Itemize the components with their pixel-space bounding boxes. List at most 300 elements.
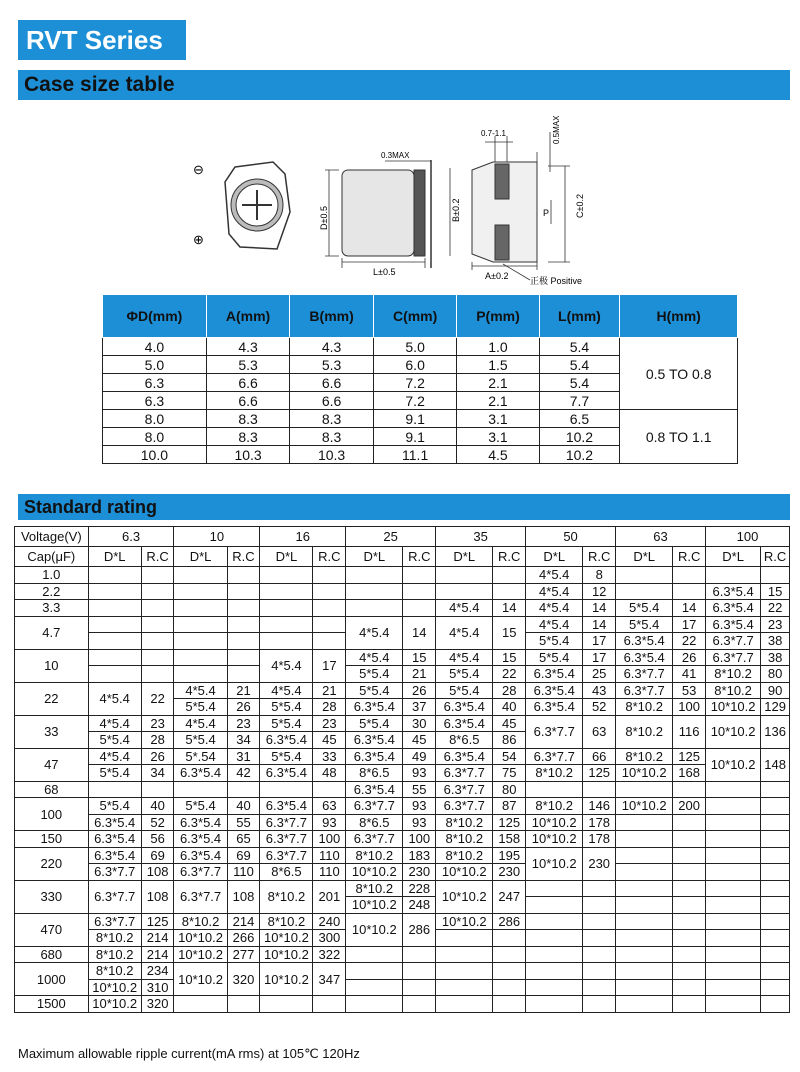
empty-cell	[346, 963, 403, 980]
empty-cell	[761, 963, 790, 980]
rc-cell: 22	[673, 633, 706, 650]
empty-cell	[436, 930, 493, 947]
rc-cell: 26	[403, 682, 436, 699]
empty-cell	[673, 963, 706, 980]
empty-cell	[493, 979, 526, 996]
rating-row	[15, 814, 790, 831]
rc-cell: 41	[673, 666, 706, 683]
empty-cell	[616, 567, 673, 584]
empty-cell	[616, 930, 673, 947]
empty-cell	[616, 831, 673, 848]
rc-cell: 14	[583, 600, 616, 617]
rc-cell: 80	[493, 781, 526, 798]
ripple-footnote: Maximum allowable ripple current(mA rms) at 105℃ 120Hz	[18, 1046, 360, 1061]
rc-cell: 148	[761, 748, 790, 781]
cap-cell: 33	[15, 715, 89, 748]
dl-cell: 4*5.4	[526, 567, 583, 584]
minus-symbol: ⊖	[193, 162, 204, 177]
case-cell: 8.3	[290, 410, 374, 428]
rc-cell: 22	[493, 666, 526, 683]
rating-row	[15, 666, 790, 683]
empty-cell	[706, 798, 761, 815]
dl-cell: 4*5.4	[174, 682, 227, 699]
rc-cell: 110	[313, 864, 346, 881]
dl-cell: 10*10.2	[88, 996, 141, 1013]
empty-cell	[616, 847, 673, 864]
dl-cell: 6.3*5.4	[436, 699, 493, 716]
rc-cell: 49	[403, 748, 436, 765]
empty-cell	[526, 913, 583, 930]
dl-cell: 6.3*7.7	[88, 880, 141, 913]
rc-cell: 183	[403, 847, 436, 864]
rc-header: R.C	[403, 547, 436, 567]
rating-row	[15, 946, 790, 963]
dl-cell: 6.3*5.4	[88, 831, 141, 848]
case-cell: 10.3	[290, 446, 374, 464]
rc-cell: 28	[313, 699, 346, 716]
case-row	[103, 410, 738, 428]
dl-cell: 5*5.4	[526, 649, 583, 666]
dl-cell: 8*10.2	[526, 765, 583, 782]
empty-cell	[141, 781, 174, 798]
case-cell: 4.0	[103, 338, 207, 356]
dl-cell: 6.3*5.4	[706, 616, 761, 633]
rc-cell: 33	[313, 748, 346, 765]
rc-cell: 168	[673, 765, 706, 782]
empty-cell	[174, 666, 227, 683]
rating-row	[15, 864, 790, 881]
empty-cell	[706, 996, 761, 1013]
empty-cell	[616, 913, 673, 930]
rc-cell: 347	[313, 963, 346, 996]
positive-label: 正极 Positive	[530, 276, 583, 286]
empty-cell	[673, 996, 706, 1013]
dl-cell: 8*10.2	[526, 798, 583, 815]
dl-cell: 6.3*7.7	[616, 666, 673, 683]
empty-cell	[260, 600, 313, 617]
rc-cell: 23	[141, 715, 174, 732]
empty-cell	[493, 583, 526, 600]
rc-cell: 125	[583, 765, 616, 782]
empty-cell	[706, 864, 761, 881]
dl-header: D*L	[436, 547, 493, 567]
dl-header: D*L	[616, 547, 673, 567]
rc-cell: 21	[313, 682, 346, 699]
dl-cell: 5*5.4	[616, 616, 673, 633]
dl-cell: 8*6.5	[260, 864, 313, 881]
rating-row	[15, 682, 790, 699]
dl-cell: 4*5.4	[88, 682, 141, 715]
empty-cell	[313, 567, 346, 584]
rc-cell: 93	[403, 765, 436, 782]
empty-cell	[227, 600, 260, 617]
dl-cell: 5*5.4	[260, 715, 313, 732]
rc-cell: 23	[227, 715, 260, 732]
dl-cell: 10*10.2	[616, 798, 673, 815]
empty-cell	[141, 583, 174, 600]
dl-cell: 10*10.2	[174, 963, 227, 996]
rc-cell: 17	[583, 649, 616, 666]
voltage-header: 10	[174, 527, 260, 547]
empty-cell	[436, 963, 493, 980]
empty-cell	[526, 946, 583, 963]
empty-cell	[403, 583, 436, 600]
rc-header: R.C	[583, 547, 616, 567]
voltage-row	[15, 527, 790, 547]
case-cell: 8.0	[103, 428, 207, 446]
empty-cell	[436, 996, 493, 1013]
rc-cell: 125	[141, 913, 174, 930]
case-cell: 6.5	[539, 410, 620, 428]
case-cell: 10.3	[206, 446, 290, 464]
empty-cell	[761, 864, 790, 881]
dl-cell: 10*10.2	[260, 963, 313, 996]
rc-cell: 178	[583, 831, 616, 848]
rating-row	[15, 781, 790, 798]
case-cell: 6.6	[206, 374, 290, 392]
case-cell: 6.6	[290, 374, 374, 392]
a-label: A±0.2	[485, 271, 509, 281]
case-cell: 4.3	[290, 338, 374, 356]
case-cell: 2.1	[457, 374, 539, 392]
rc-cell: 277	[227, 946, 260, 963]
dl-cell: 6.3*5.4	[526, 682, 583, 699]
case-cell: 3.1	[457, 428, 539, 446]
dl-cell: 10*10.2	[706, 748, 761, 781]
plus-symbol: ⊕	[193, 232, 204, 247]
voltage-header: 16	[260, 527, 346, 547]
rc-cell: 40	[227, 798, 260, 815]
empty-cell	[583, 946, 616, 963]
dl-cell: 4*5.4	[260, 682, 313, 699]
empty-cell	[761, 880, 790, 897]
case-cell: 1.5	[457, 356, 539, 374]
dl-cell: 8*6.5	[346, 814, 403, 831]
empty-cell	[673, 979, 706, 996]
empty-cell	[260, 583, 313, 600]
dl-cell: 6.3*5.4	[706, 600, 761, 617]
dl-cell: 6.3*7.7	[436, 798, 493, 815]
empty-cell	[313, 781, 346, 798]
h-range-cell: 0.5 TO 0.8	[620, 338, 738, 410]
empty-cell	[761, 913, 790, 930]
empty-cell	[493, 996, 526, 1013]
cap-cell: 470	[15, 913, 89, 946]
case-header-row	[103, 295, 738, 338]
empty-cell	[227, 666, 260, 683]
rating-row	[15, 583, 790, 600]
rating-row	[15, 567, 790, 584]
empty-cell	[403, 946, 436, 963]
empty-cell	[88, 616, 141, 633]
empty-cell	[706, 946, 761, 963]
rc-cell: 125	[493, 814, 526, 831]
rc-cell: 286	[403, 913, 436, 946]
case-cell: 8.3	[290, 428, 374, 446]
empty-cell	[174, 649, 227, 666]
rc-cell: 28	[141, 732, 174, 749]
dl-cell: 6.3*5.4	[526, 699, 583, 716]
empty-cell	[526, 781, 583, 798]
dl-cell: 6.3*5.4	[346, 732, 403, 749]
rc-header: R.C	[141, 547, 174, 567]
rc-cell: 23	[761, 616, 790, 633]
dl-cell: 10*10.2	[526, 831, 583, 848]
dl-cell: 6.3*5.4	[616, 633, 673, 650]
cap-cell: 3.3	[15, 600, 89, 617]
voltage-header: 63	[616, 527, 706, 547]
dl-cell: 10*10.2	[88, 979, 141, 996]
col-header: L(mm)	[539, 295, 620, 338]
empty-cell	[174, 567, 227, 584]
dl-cell: 8*10.2	[88, 963, 141, 980]
rc-cell: 129	[761, 699, 790, 716]
rc-cell: 93	[313, 814, 346, 831]
dl-cell: 4*5.4	[346, 649, 403, 666]
empty-cell	[761, 567, 790, 584]
dl-cell: 6.3*5.4	[346, 748, 403, 765]
dl-cell: 4*5.4	[88, 748, 141, 765]
rc-cell: 146	[583, 798, 616, 815]
rc-cell: 87	[493, 798, 526, 815]
rc-cell: 30	[403, 715, 436, 732]
rc-cell: 17	[313, 649, 346, 682]
dl-cell: 5*5.4	[174, 699, 227, 716]
rc-header: R.C	[493, 547, 526, 567]
case-cell: 5.3	[206, 356, 290, 374]
dl-cell: 6.3*7.7	[526, 748, 583, 765]
rc-cell: 116	[673, 715, 706, 748]
rc-cell: 80	[761, 666, 790, 683]
case-cell: 5.4	[539, 356, 620, 374]
dl-cell: 8*10.2	[174, 913, 227, 930]
empty-cell	[583, 880, 616, 897]
empty-cell	[706, 963, 761, 980]
case-cell: 11.1	[373, 446, 457, 464]
dl-cell: 5*5.4	[436, 682, 493, 699]
dl-cell: 5*5.4	[88, 765, 141, 782]
case-cell: 8.0	[103, 410, 207, 428]
case-cell: 5.4	[539, 374, 620, 392]
rc-cell: 322	[313, 946, 346, 963]
dl-cell: 8*10.2	[616, 748, 673, 765]
dl-cell: 4*5.4	[88, 715, 141, 732]
empty-cell	[174, 781, 227, 798]
dl-cell: 6.3*7.7	[346, 831, 403, 848]
dl-cell: 8*10.2	[346, 880, 403, 897]
empty-cell	[346, 996, 403, 1013]
dl-cell: 6.3*7.7	[174, 880, 227, 913]
rc-cell: 310	[141, 979, 174, 996]
rc-cell: 100	[313, 831, 346, 848]
dl-cell: 6.3*5.4	[260, 798, 313, 815]
rc-header: R.C	[673, 547, 706, 567]
rc-cell: 178	[583, 814, 616, 831]
dl-cell: 5*5.4	[346, 666, 403, 683]
dl-cell: 4*5.4	[174, 715, 227, 732]
rc-cell: 45	[403, 732, 436, 749]
voltage-header: 25	[346, 527, 436, 547]
dl-cell: 10*10.2	[346, 864, 403, 881]
rc-cell: 100	[673, 699, 706, 716]
empty-cell	[706, 979, 761, 996]
rc-cell: 38	[761, 649, 790, 666]
dl-cell: 8*10.2	[260, 880, 313, 913]
dl-cell: 6.3*7.7	[260, 847, 313, 864]
standard-rating-section-title: Standard rating	[18, 494, 790, 520]
empty-cell	[673, 583, 706, 600]
case-row	[103, 338, 738, 356]
rating-row	[15, 649, 790, 666]
dl-cell: 6.3*7.7	[706, 633, 761, 650]
rating-row	[15, 831, 790, 848]
rc-cell: 234	[141, 963, 174, 980]
empty-cell	[673, 781, 706, 798]
dl-cell: 10*10.2	[706, 715, 761, 748]
dl-cell: 4*5.4	[436, 600, 493, 617]
empty-cell	[174, 633, 227, 650]
rc-cell: 38	[761, 633, 790, 650]
rc-cell: 93	[403, 798, 436, 815]
col-header: C(mm)	[373, 295, 457, 338]
rating-row	[15, 616, 790, 633]
case-cell: 5.4	[539, 338, 620, 356]
empty-cell	[616, 864, 673, 881]
empty-cell	[616, 996, 673, 1013]
dl-cell: 6.3*7.7	[174, 864, 227, 881]
cap-cell: 22	[15, 682, 89, 715]
empty-cell	[88, 649, 141, 666]
empty-cell	[526, 897, 583, 914]
empty-cell	[313, 633, 346, 650]
rating-row	[15, 963, 790, 980]
max05-label: 0.5MAX	[552, 115, 561, 144]
case-cell: 5.3	[290, 356, 374, 374]
empty-cell	[583, 963, 616, 980]
rc-cell: 300	[313, 930, 346, 947]
dl-cell: 8*6.5	[346, 765, 403, 782]
empty-cell	[761, 847, 790, 864]
dl-cell: 8*10.2	[436, 814, 493, 831]
case-cell: 9.1	[373, 428, 457, 446]
empty-cell	[673, 567, 706, 584]
case-cell: 7.2	[373, 392, 457, 410]
case-cell: 7.2	[373, 374, 457, 392]
empty-cell	[616, 583, 673, 600]
rc-cell: 45	[493, 715, 526, 732]
dl-cell: 4*5.4	[436, 649, 493, 666]
subheader-row	[15, 547, 790, 567]
empty-cell	[761, 781, 790, 798]
empty-cell	[673, 847, 706, 864]
rc-cell: 240	[313, 913, 346, 930]
dl-cell: 8*10.2	[706, 682, 761, 699]
case-cell: 6.0	[373, 356, 457, 374]
dl-cell: 10*10.2	[436, 913, 493, 930]
case-cell: 4.5	[457, 446, 539, 464]
b-label: B±0.2	[451, 198, 461, 222]
rc-cell: 17	[583, 633, 616, 650]
col-header: P(mm)	[457, 295, 539, 338]
dl-cell: 8*10.2	[88, 946, 141, 963]
empty-cell	[227, 567, 260, 584]
cap-cell: 10	[15, 649, 89, 682]
dl-cell: 4*5.4	[526, 583, 583, 600]
rc-cell: 136	[761, 715, 790, 748]
rc-cell: 214	[141, 946, 174, 963]
rc-cell: 14	[583, 616, 616, 633]
rc-cell: 195	[493, 847, 526, 864]
dl-cell: 5*5.4	[260, 699, 313, 716]
empty-cell	[673, 880, 706, 897]
rc-cell: 69	[141, 847, 174, 864]
empty-cell	[141, 649, 174, 666]
empty-cell	[616, 880, 673, 897]
dl-cell: 8*10.2	[260, 913, 313, 930]
dl-cell: 8*10.2	[706, 666, 761, 683]
rc-cell: 230	[583, 847, 616, 880]
dl-cell: 6.3*5.4	[260, 765, 313, 782]
rc-cell: 23	[313, 715, 346, 732]
empty-cell	[493, 930, 526, 947]
case-cell: 5.0	[373, 338, 457, 356]
rc-cell: 53	[673, 682, 706, 699]
dl-cell: 10*10.2	[526, 814, 583, 831]
dl-cell: 6.3*5.4	[346, 699, 403, 716]
empty-cell	[88, 781, 141, 798]
rc-cell: 55	[403, 781, 436, 798]
rating-row	[15, 847, 790, 864]
rc-cell: 247	[493, 880, 526, 913]
dl-cell: 10*10.2	[436, 864, 493, 881]
rc-cell: 66	[583, 748, 616, 765]
rc-cell: 90	[761, 682, 790, 699]
case-cell: 6.3	[103, 374, 207, 392]
rc-cell: 12	[583, 583, 616, 600]
empty-cell	[346, 600, 403, 617]
dl-cell: 4*5.4	[436, 616, 493, 649]
rc-cell: 25	[583, 666, 616, 683]
empty-cell	[313, 616, 346, 633]
rc-cell: 266	[227, 930, 260, 947]
dl-cell: 5*5.4	[616, 600, 673, 617]
dl-cell: 6.3*7.7	[706, 649, 761, 666]
empty-cell	[761, 897, 790, 914]
cap-cell: 150	[15, 831, 89, 848]
rc-cell: 55	[227, 814, 260, 831]
empty-cell	[761, 798, 790, 815]
standard-rating-table	[14, 526, 790, 1013]
empty-cell	[88, 633, 141, 650]
dl-cell: 6.3*7.7	[88, 913, 141, 930]
rc-cell: 108	[141, 864, 174, 881]
empty-cell	[706, 781, 761, 798]
empty-cell	[346, 567, 403, 584]
dl-cell: 6.3*5.4	[174, 831, 227, 848]
empty-cell	[313, 996, 346, 1013]
empty-cell	[260, 567, 313, 584]
dl-cell: 5*5.4	[88, 732, 141, 749]
rc-cell: 230	[493, 864, 526, 881]
empty-cell	[346, 583, 403, 600]
empty-cell	[526, 979, 583, 996]
rating-row	[15, 765, 790, 782]
empty-cell	[706, 831, 761, 848]
cap-cell: 220	[15, 847, 89, 880]
case-cell: 10.2	[539, 446, 620, 464]
rc-cell: 15	[493, 616, 526, 649]
rc-cell: 48	[313, 765, 346, 782]
